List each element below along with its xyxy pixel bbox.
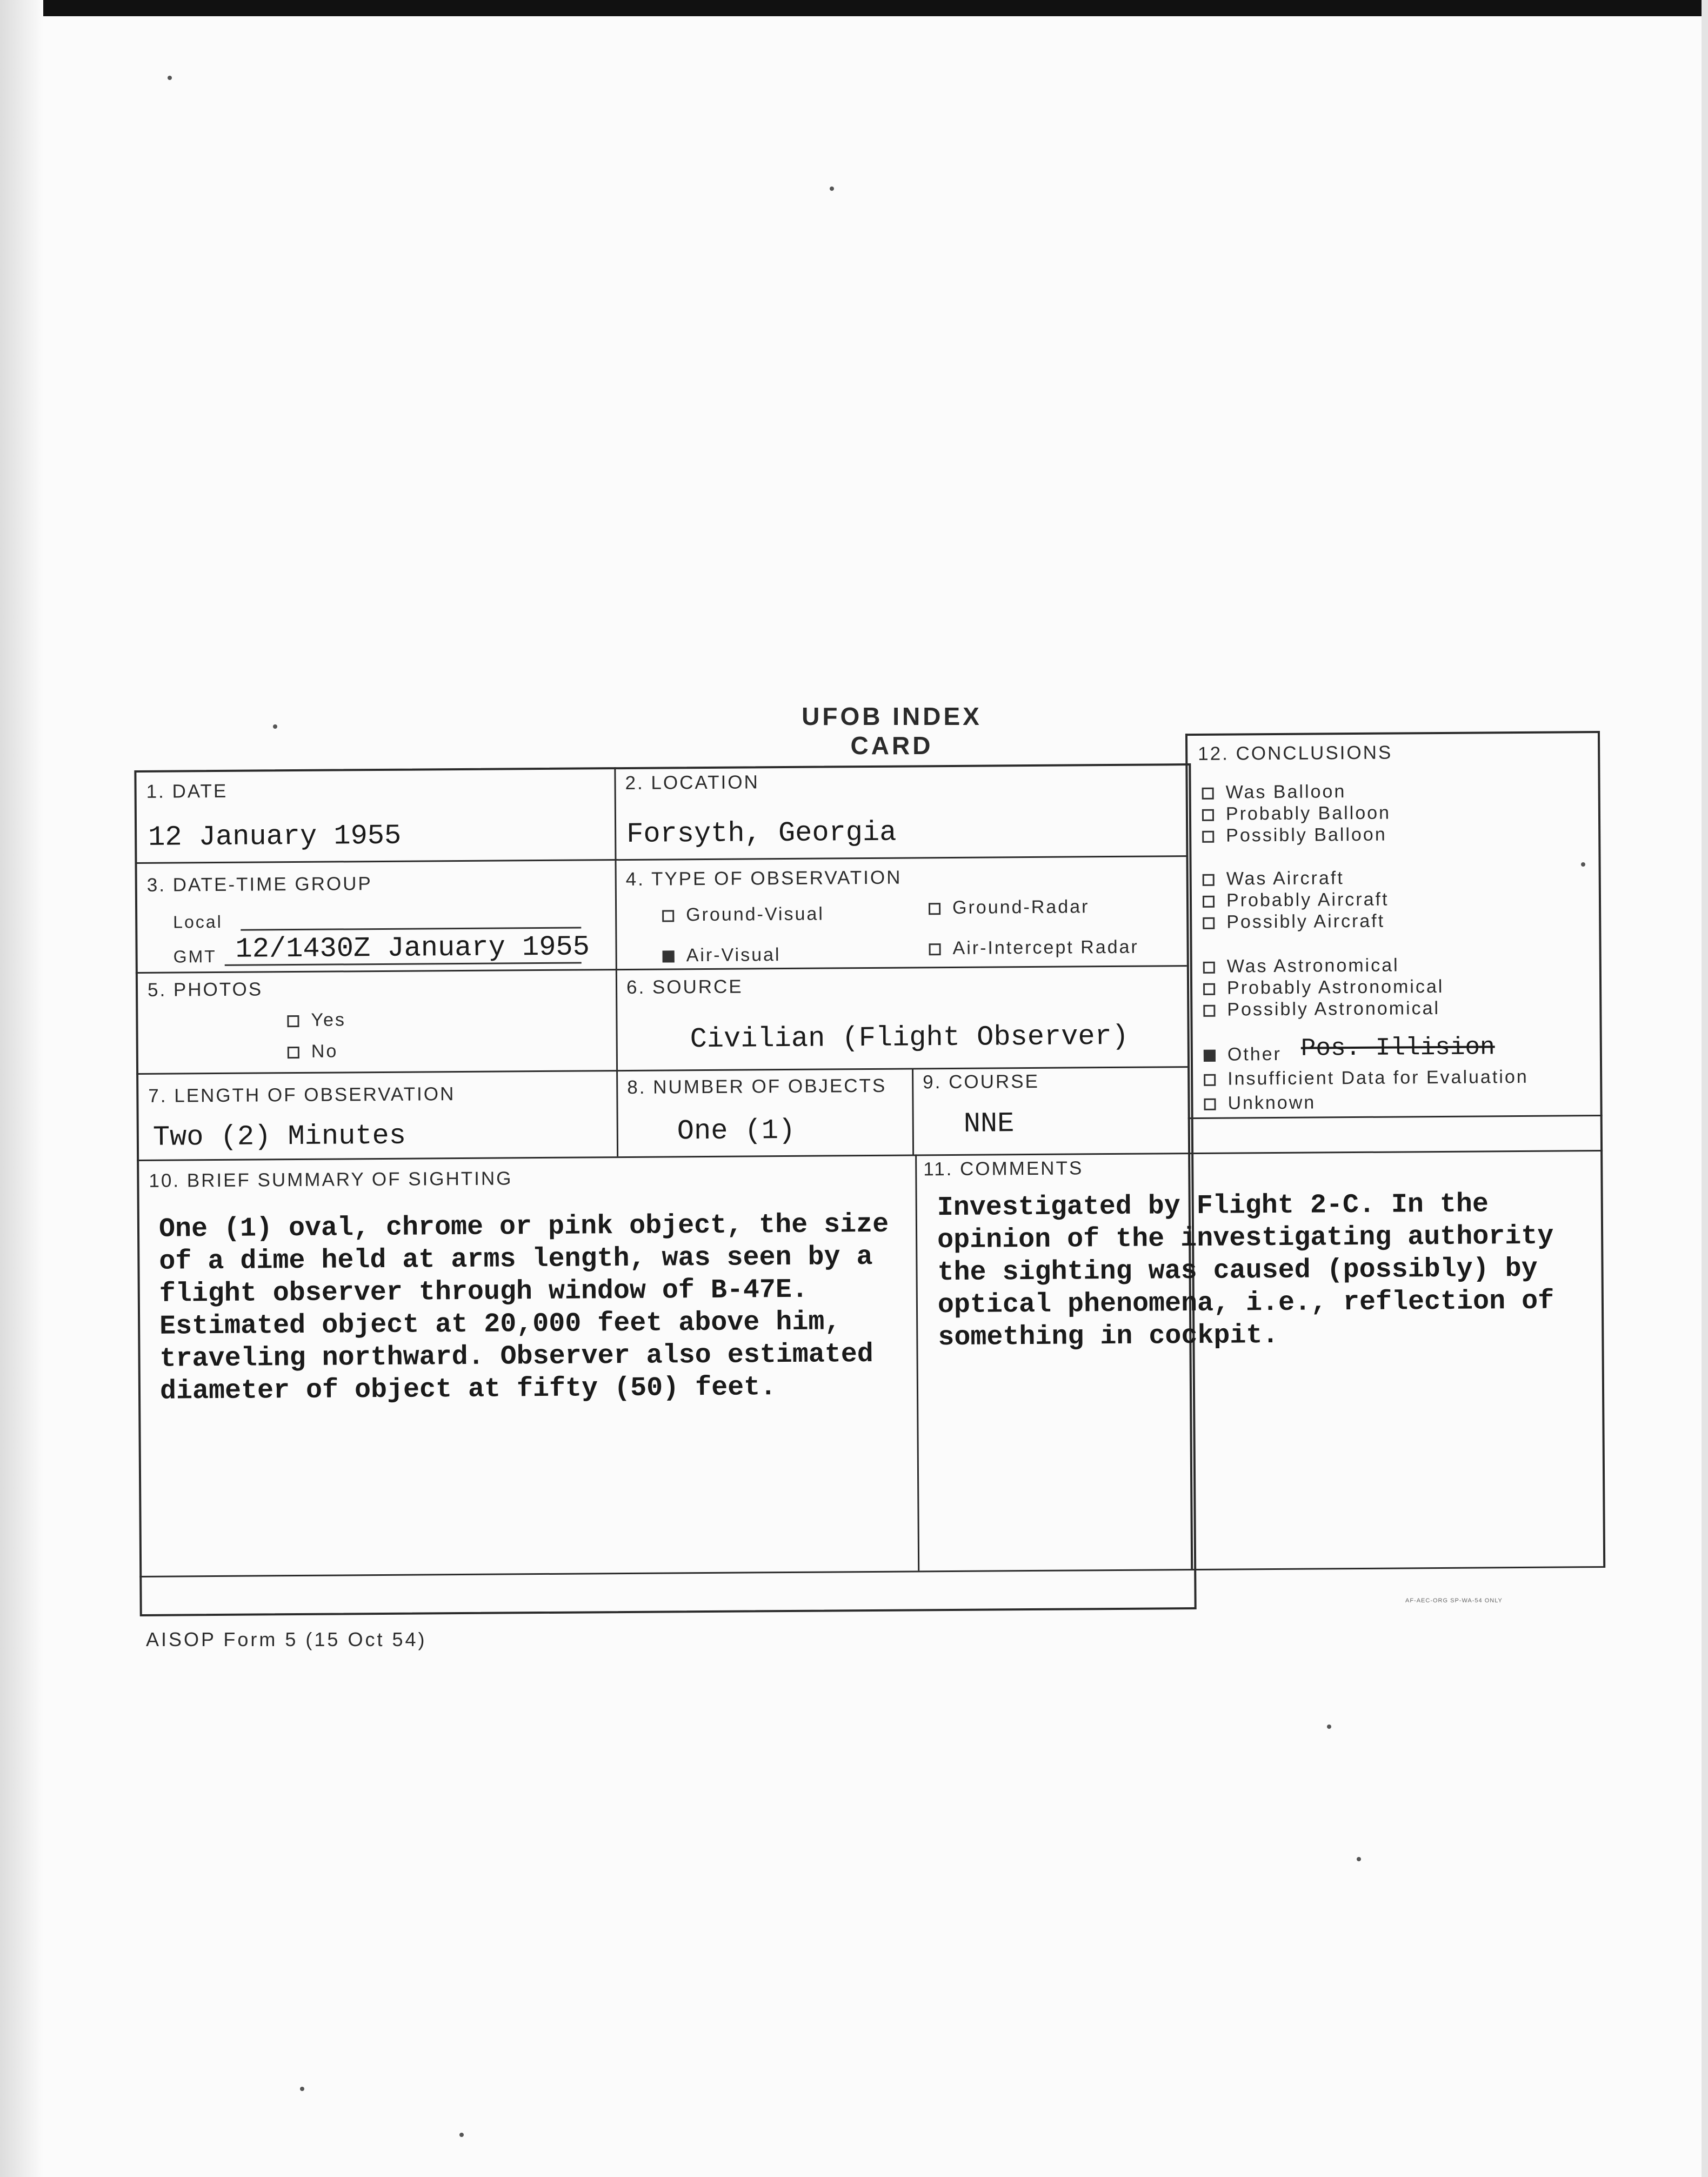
option-photos-no[interactable]: No — [288, 1041, 338, 1063]
conclusion-other-value: Pos. Illision — [1300, 1033, 1495, 1063]
conclusion-unknown[interactable]: Unknown — [1204, 1093, 1316, 1114]
summary-text: One (1) oval, chrome or pink object, the size of a dime held at arms length, was seen by a flight observer through window of B-47E. Estimated object at 20,000 feet above him, traveling northward. Observer also estimated diameter of object at fifty (50) feet. — [158, 1209, 889, 1407]
checked-box-icon — [663, 950, 675, 962]
conclusions-label: 12. CONCLUSIONS — [1198, 742, 1393, 764]
conclusion-possibly-balloon[interactable]: Possibly Balloon — [1202, 824, 1387, 847]
option-ground-visual[interactable]: Ground-Visual — [662, 904, 824, 926]
film-speck — [1327, 1725, 1331, 1729]
dtg-gmt-value: 12/1430Z January 1955 — [235, 931, 590, 966]
checkbox-icon — [1202, 809, 1214, 821]
num-objects-value: One (1) — [677, 1114, 796, 1148]
conclusion-probably-balloon[interactable]: Probably Balloon — [1202, 803, 1391, 825]
conclusion-possibly-aircraft[interactable]: Possibly Aircraft — [1203, 911, 1385, 933]
film-speck — [830, 187, 834, 191]
checkbox-icon — [1204, 1074, 1216, 1086]
checkbox-icon — [288, 1047, 299, 1058]
checkbox-icon — [662, 910, 674, 922]
checkbox-icon — [929, 943, 941, 955]
option-ground-radar[interactable]: Ground-Radar — [929, 896, 1090, 918]
length-value: Two (2) Minutes — [152, 1120, 406, 1154]
conclusion-was-balloon[interactable]: Was Balloon — [1202, 781, 1346, 803]
form-id: AISOP Form 5 (15 Oct 54) — [146, 1628, 427, 1650]
location-label: 2. LOCATION — [625, 771, 759, 794]
conclusion-was-astronomical[interactable]: Was Astronomical — [1203, 955, 1399, 977]
conclusion-was-aircraft[interactable]: Was Aircraft — [1203, 868, 1344, 890]
card-title: UFOB INDEX CARD — [802, 702, 982, 760]
option-photos-yes[interactable]: Yes — [287, 1009, 346, 1031]
conclusion-insufficient-data[interactable]: Insufficient Data for Evaluation — [1204, 1067, 1529, 1090]
type-obs-label: 4. TYPE OF OBSERVATION — [625, 867, 902, 890]
dtg-label: 3. DATE-TIME GROUP — [146, 873, 372, 896]
source-label: 6. SOURCE — [626, 976, 743, 998]
film-edge-top — [0, 0, 1708, 16]
film-speck — [1357, 1857, 1361, 1861]
location-value: Forsyth, Georgia — [626, 816, 897, 850]
fine-print: AF-AEC-ORG SP-WA-54 ONLY — [1405, 1597, 1503, 1604]
conclusion-other[interactable]: Other — [1204, 1044, 1282, 1066]
conclusion-probably-aircraft[interactable]: Probably Aircraft — [1203, 889, 1389, 911]
option-air-intercept-radar[interactable]: Air-Intercept Radar — [929, 937, 1138, 960]
date-value: 12 January 1955 — [148, 820, 402, 854]
checkbox-icon — [287, 1015, 299, 1027]
option-air-visual[interactable]: Air-Visual — [663, 944, 781, 966]
photos-label: 5. PHOTOS — [147, 978, 263, 1001]
conclusion-possibly-astronomical[interactable]: Possibly Astronomical — [1203, 998, 1440, 1021]
date-label: 1. DATE — [146, 780, 228, 802]
checkbox-icon — [1203, 917, 1215, 929]
source-value: Civilian (Flight Observer) — [690, 1020, 1129, 1056]
film-speck — [168, 76, 172, 80]
film-speck — [1581, 862, 1585, 867]
checkbox-icon — [1203, 874, 1215, 886]
course-label: 9. COURSE — [923, 1070, 1040, 1093]
course-value: NNE — [963, 1108, 1015, 1140]
checkbox-icon — [1202, 788, 1214, 800]
comments-label: 11. COMMENTS — [923, 1157, 1084, 1180]
checkbox-icon — [1203, 896, 1215, 908]
index-card — [134, 731, 1606, 1616]
length-label: 7. LENGTH OF OBSERVATION — [148, 1083, 456, 1107]
film-speck — [273, 724, 277, 729]
dtg-local-label: Local — [173, 911, 223, 932]
checkbox-icon — [1203, 962, 1215, 974]
summary-label: 10. BRIEF SUMMARY OF SIGHTING — [149, 1168, 513, 1191]
num-objects-label: 8. NUMBER OF OBJECTS — [627, 1075, 887, 1098]
checkbox-icon — [1203, 983, 1215, 995]
checkbox-icon — [1202, 831, 1214, 843]
checkbox-icon — [1203, 1005, 1215, 1017]
conclusion-probably-astronomical[interactable]: Probably Astronomical — [1203, 976, 1444, 999]
comments-text: Investigated by Flight 2-C. In the opinion of the investigating authority the sighting was caused (possibly) by optical phenomena, i.e., reflection of something in cockpit. — [937, 1189, 1554, 1354]
checkbox-icon — [929, 903, 940, 915]
checked-box-icon — [1204, 1050, 1216, 1062]
film-speck — [300, 2087, 304, 2091]
film-edge-left — [0, 0, 43, 2177]
dtg-gmt-label: GMT — [173, 946, 217, 967]
film-edge-right — [1702, 0, 1708, 2177]
film-speck — [459, 2133, 464, 2137]
checkbox-icon — [1204, 1099, 1216, 1110]
